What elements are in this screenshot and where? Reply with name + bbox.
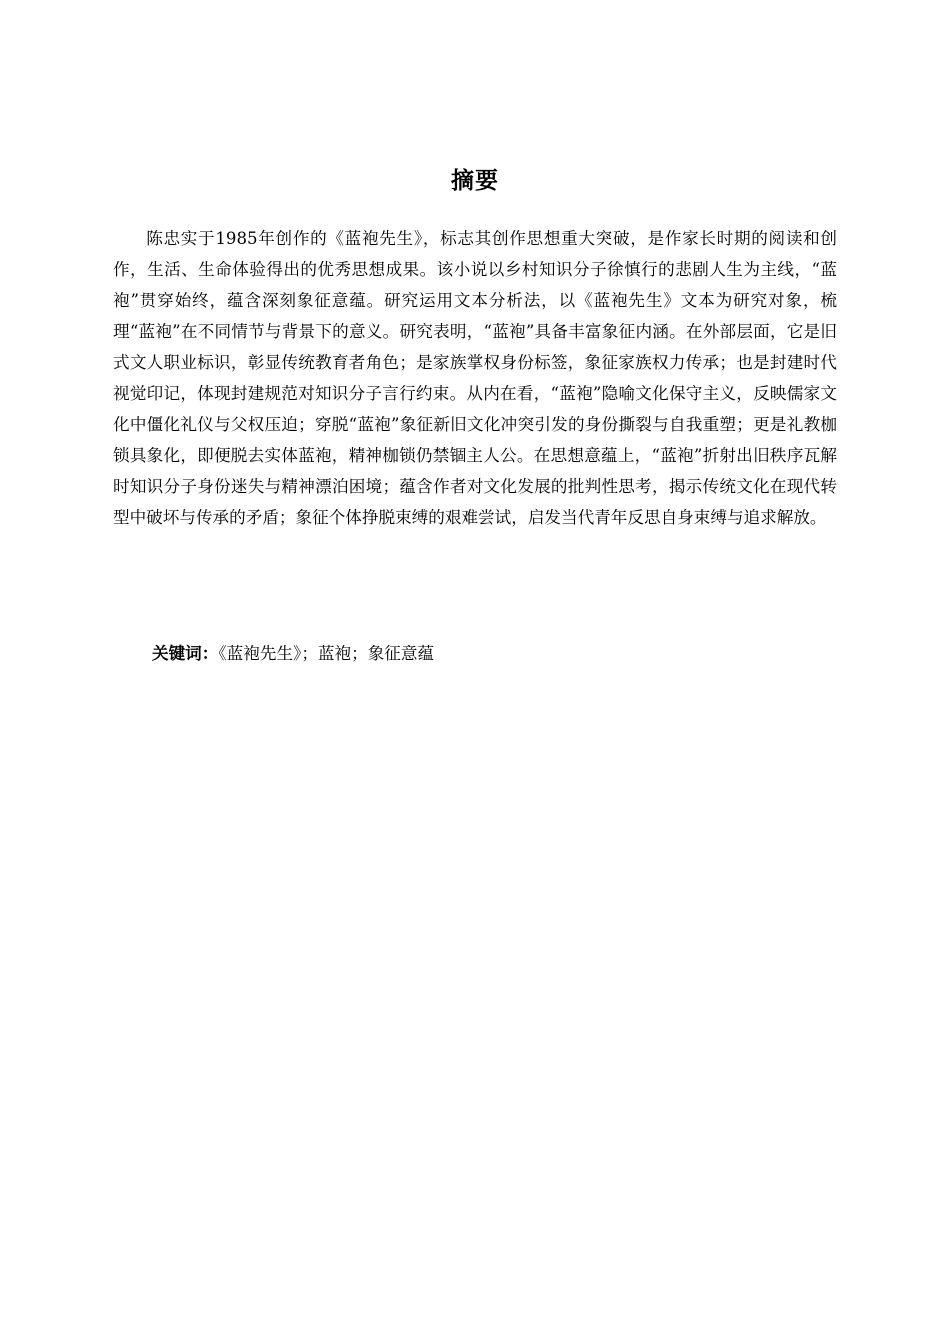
keywords-label: 关键词：: [152, 644, 219, 663]
keywords-text: 《蓝袍先生》；蓝袍；象征意蕴: [218, 644, 435, 663]
abstract-paragraph: 陈忠实于1985年创作的《蓝袍先生》，标志其创作思想重大突破，是作家长时期的阅读和创作，生活、生命体验得出的优秀思想成果。该小说以乡村知识分子徐慎行的悲剧人生为主线，“蓝袍”贯穿始终，蕴含深刻象征意蕴。研究运用文本分析法，以《蓝袍先生》文本为研究对象，梳理“蓝袍”在不同情节与背景下的意义。研究表明，“蓝袍”具备丰富象征内涵。在外部层面，它是旧式文人职业标识，彰显传统教育者角色；是家族掌权身份标签，象征家族权力传承；也是封建时代视觉印记，体现封建规范对知识分子言行约束。从内在看，“蓝袍”隐喻文化保守主义，反映儒家文化中僵化礼仪与父权压迫；穿脱“蓝袍”象征新旧文化冲突引发的身份撕裂与自我重塑；更是礼教枷锁具象化，即便脱去实体蓝袍，精神枷锁仍禁锢主人公。在思想意蕴上，“蓝袍”折射出旧秩序瓦解时知识分子身份迷失与精神漂泊困境；蕴含作者对文化发展的批判性思考，揭示传统文化在现代转型中破坏与传承的矛盾；象征个体挣脱束缚的艰难尝试，启发当代青年反思自身束缚与追求解放。: [113, 229, 837, 527]
abstract-title: 摘要: [451, 168, 499, 194]
keywords-line: [152, 638, 832, 669]
